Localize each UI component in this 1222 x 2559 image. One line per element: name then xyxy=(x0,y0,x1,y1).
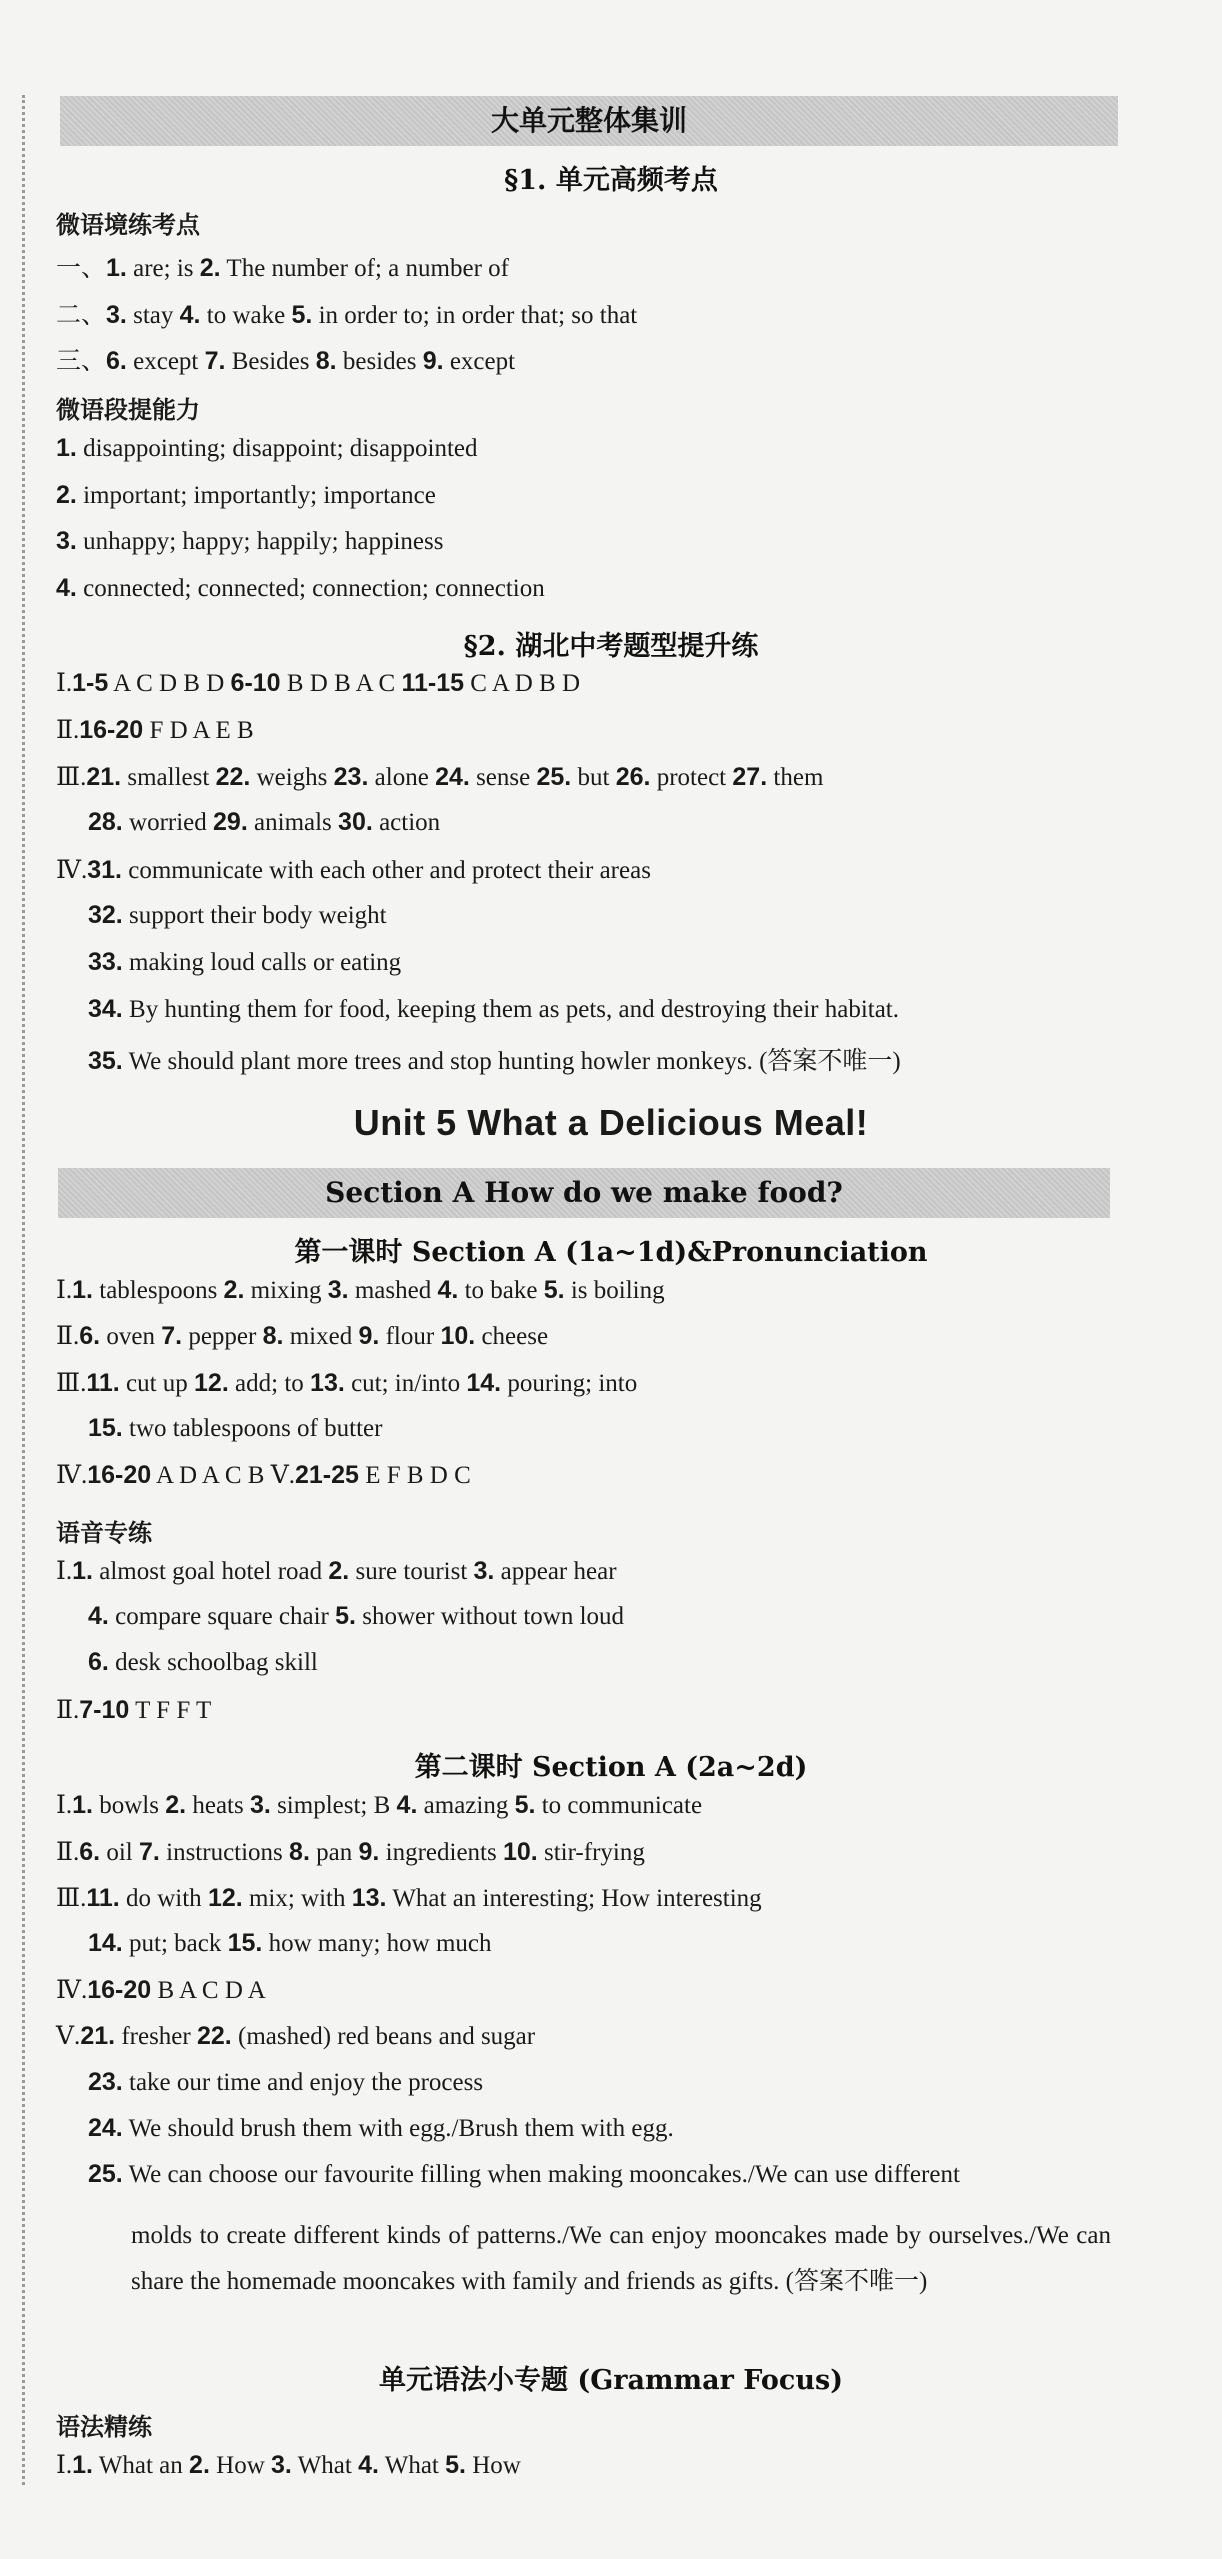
answer-line xyxy=(88,1041,901,1077)
answer-text: Ⅱ. xyxy=(56,1697,80,1724)
answer-text: Ⅴ. xyxy=(270,1462,295,1489)
answer-text: Ⅰ. xyxy=(56,1277,73,1304)
item-number: 2. xyxy=(223,1276,245,1304)
answer-text: support their body weight xyxy=(122,902,387,929)
answer-text: (mashed) red beans and sugar xyxy=(231,2023,536,2050)
item-number: 16-20 xyxy=(79,716,144,744)
answer-text: By hunting them for food, keeping them as pets, and destroying their habitat. xyxy=(122,996,899,1023)
item-number: 3. xyxy=(106,301,127,329)
answer-line xyxy=(56,248,509,284)
answer-text: bowls xyxy=(93,1792,166,1819)
item-number: 27. xyxy=(732,763,768,791)
item-number: 4. xyxy=(358,2451,379,2479)
item-number: 12. xyxy=(194,1369,229,1397)
answer-text: What xyxy=(291,2452,359,2479)
item-number: 5. xyxy=(291,301,313,329)
section-banner: 大单元整体集训 xyxy=(60,96,1118,146)
item-number: 21. xyxy=(80,2022,116,2050)
answer-text: How xyxy=(209,2452,272,2479)
answer-text: how many; how much xyxy=(262,1930,492,1957)
answer-text: unhappy; happy; happily; happiness xyxy=(76,528,444,555)
answer-text: add; to xyxy=(228,1370,311,1397)
answer-text: disappointing; disappoint; disappointed xyxy=(76,435,478,462)
item-number: 8. xyxy=(289,1838,310,1866)
answer-text: them xyxy=(767,764,824,791)
item-number: 23. xyxy=(88,2068,123,2096)
answer-text: smallest xyxy=(121,764,216,791)
answer-line xyxy=(88,2068,483,2097)
item-number: 1. xyxy=(72,1557,93,1585)
answer-line xyxy=(56,1556,617,1586)
answer-text: 三、 xyxy=(56,348,107,375)
item-number: 14. xyxy=(88,1929,123,1957)
item-number: 34. xyxy=(88,995,123,1023)
answer-line xyxy=(88,1929,492,1958)
item-number: 6-10 xyxy=(230,669,281,697)
answer-line xyxy=(56,1790,702,1820)
answer-text: Ⅰ. xyxy=(56,2452,73,2479)
item-number: 2. xyxy=(165,1791,187,1819)
answer-line xyxy=(56,2450,521,2480)
page-edge-dotted-line xyxy=(22,95,25,2485)
item-number: 23. xyxy=(333,763,369,791)
answer-text: to bake xyxy=(458,1277,544,1304)
answer-line xyxy=(56,1460,471,1490)
item-number: 16-20 xyxy=(87,1976,152,2004)
answer-text: A C D B D xyxy=(108,670,231,697)
item-number: 10. xyxy=(440,1322,476,1350)
answer-line xyxy=(56,1975,266,2005)
answer-text: pouring; into xyxy=(501,1370,638,1397)
item-number: 2. xyxy=(199,254,221,282)
answer-text: stir-frying xyxy=(537,1839,645,1866)
answer-text: Ⅳ. xyxy=(56,1462,88,1489)
answer-text: except xyxy=(126,348,205,375)
answer-line xyxy=(56,1883,762,1913)
answer-line xyxy=(88,948,401,977)
item-number: 15. xyxy=(227,1929,263,1957)
answer-text: compare square chair xyxy=(108,1603,336,1630)
section-heading: §1. 单元高频考点 xyxy=(504,165,718,196)
item-number: 11. xyxy=(86,1884,120,1912)
answer-line xyxy=(56,1321,548,1351)
answer-text: ingredients xyxy=(379,1839,503,1866)
answer-text: making loud calls or eating xyxy=(122,949,402,976)
answer-line xyxy=(88,1648,318,1677)
item-number: 7. xyxy=(161,1322,183,1350)
answer-text: sense xyxy=(469,764,537,791)
answer-text: important; importantly; importance xyxy=(76,482,436,509)
item-number: 32. xyxy=(88,901,123,929)
item-number: 21. xyxy=(86,763,122,791)
answer-text: shower without town loud xyxy=(356,1603,625,1630)
subheading: 微语段提能力 xyxy=(56,396,200,424)
answer-text: Ⅳ. xyxy=(56,1977,88,2004)
item-number: 4. xyxy=(396,1791,418,1819)
item-number: 13. xyxy=(310,1369,345,1397)
section-banner: Section A How do we make food? xyxy=(58,1168,1110,1218)
answer-text: Ⅰ. xyxy=(56,670,73,697)
item-number: 11. xyxy=(86,1369,120,1397)
item-number: 28. xyxy=(88,808,123,836)
answer-text: appear hear xyxy=(494,1558,617,1585)
answer-text: worried xyxy=(122,809,214,836)
answer-line xyxy=(56,295,637,331)
unit-title: Unit 5 What a Delicious Meal! xyxy=(353,1102,869,1143)
answer-text: instructions xyxy=(159,1839,290,1866)
answer-line xyxy=(56,855,651,885)
answer-text: do with xyxy=(119,1885,208,1912)
item-number: 25. xyxy=(536,763,572,791)
item-number: 14. xyxy=(466,1369,502,1397)
item-number: 3. xyxy=(473,1557,495,1585)
answer-text: T F F T xyxy=(129,1697,212,1724)
item-number: 33. xyxy=(88,948,123,976)
item-number: 2. xyxy=(328,1557,350,1585)
answer-text: We should brush them with egg./Brush them with egg. xyxy=(122,2115,674,2142)
answer-text: almost goal hotel road xyxy=(93,1558,329,1585)
item-number: 1. xyxy=(72,2451,93,2479)
answer-text: Ⅰ. xyxy=(56,1792,73,1819)
answer-line xyxy=(56,481,436,510)
answer-text: E F B D C xyxy=(358,1462,471,1489)
item-number: 5. xyxy=(543,1276,565,1304)
item-number: 15. xyxy=(88,1414,123,1442)
answer-text: pan xyxy=(309,1839,359,1866)
item-number: 7-10 xyxy=(79,1696,130,1724)
answer-text: 二、 xyxy=(56,302,107,329)
item-number: 4. xyxy=(179,301,201,329)
item-number: 4. xyxy=(88,1602,109,1630)
lesson-heading: 第一课时 Section A (1a~1d)&Pronunciation xyxy=(294,1237,928,1268)
answer-text: We can choose our favourite filling when making mooncakes./We can use different xyxy=(122,2161,960,2188)
answer-text: C A D B D xyxy=(464,670,581,697)
answer-text: Ⅲ. xyxy=(56,1370,87,1397)
answer-text: What xyxy=(378,2452,446,2479)
answer-text: two tablespoons of butter xyxy=(122,1415,383,1442)
item-number: 35. xyxy=(88,1047,123,1075)
item-number: 6. xyxy=(79,1838,101,1866)
answer-text: What an xyxy=(93,2452,190,2479)
answer-text: cut; in/into xyxy=(344,1370,467,1397)
answer-text: mixed xyxy=(283,1323,359,1350)
answer-line xyxy=(88,901,387,930)
item-number: 9. xyxy=(358,1838,380,1866)
item-number: 2. xyxy=(189,2451,210,2479)
answer-text: alone xyxy=(368,764,436,791)
answer-line xyxy=(88,1602,624,1631)
answer-text: 一、 xyxy=(56,255,107,282)
answer-text: put; back xyxy=(122,1930,228,1957)
answer-text: take our time and enjoy the process xyxy=(122,2069,484,2096)
item-number: 1. xyxy=(72,1791,93,1819)
item-number: 22. xyxy=(196,2022,232,2050)
answer-line xyxy=(56,574,545,603)
item-number: 5. xyxy=(514,1791,536,1819)
answer-text: oil xyxy=(100,1839,140,1866)
answer-text: B A C D A xyxy=(151,1977,266,2004)
answer-line xyxy=(56,668,580,698)
answer-text: besides xyxy=(336,348,423,375)
subheading: 语法精练 xyxy=(56,2413,152,2441)
section-heading: §2. 湖北中考题型提升练 xyxy=(463,631,759,662)
answer-text: A D A C B xyxy=(151,1462,271,1489)
item-number: 9. xyxy=(358,1322,380,1350)
subheading: 微语境练考点 xyxy=(56,211,200,239)
answer-text: to communicate xyxy=(535,1792,703,1819)
answer-text: stay xyxy=(126,302,180,329)
item-number: 8. xyxy=(262,1322,284,1350)
answer-text: mashed xyxy=(348,1277,438,1304)
item-number: 11-15 xyxy=(401,669,465,697)
item-number: 5. xyxy=(335,1602,356,1630)
answer-text: Ⅱ. xyxy=(56,1323,80,1350)
answer-text: B D B A C xyxy=(280,670,402,697)
item-number: 8. xyxy=(315,347,337,375)
answer-text: The number of; a number of xyxy=(220,255,509,282)
answer-text: tablespoons xyxy=(93,1277,224,1304)
answer-text: cheese xyxy=(475,1323,549,1350)
answer-text: except xyxy=(443,348,516,375)
answer-line xyxy=(56,715,254,745)
item-number: 6. xyxy=(88,1648,109,1676)
answer-text: Ⅲ. xyxy=(56,1885,87,1912)
answer-text: communicate with each other and protect their areas xyxy=(122,857,651,884)
answer-line xyxy=(56,1837,645,1867)
answer-text: F D A E B xyxy=(143,717,254,744)
answer-text: Ⅴ. xyxy=(56,2023,81,2050)
answer-text: Ⅲ. xyxy=(56,764,87,791)
answer-text: Ⅰ. xyxy=(56,1558,73,1585)
answer-text: Besides xyxy=(225,348,316,375)
answer-line xyxy=(56,2021,535,2051)
answer-text: to wake xyxy=(200,302,292,329)
grammar-heading: 单元语法小专题 (Grammar Focus) xyxy=(379,2365,843,2396)
answer-text: Ⅱ. xyxy=(56,1839,80,1866)
item-number: 10. xyxy=(502,1838,538,1866)
answer-text: are; is xyxy=(126,255,200,282)
item-number: 3. xyxy=(56,527,77,555)
answer-line xyxy=(56,1275,665,1305)
answer-text: but xyxy=(571,764,616,791)
answer-line xyxy=(56,527,443,556)
answer-text: mix; with xyxy=(242,1885,352,1912)
answer-text: action xyxy=(372,809,441,836)
item-number: 7. xyxy=(139,1838,160,1866)
item-number: 6. xyxy=(79,1322,101,1350)
answer-text: connected; connected; connection; connection xyxy=(76,575,545,602)
item-number: 9. xyxy=(422,347,444,375)
answer-text: in order to; in order that; so that xyxy=(312,302,638,329)
answer-line xyxy=(56,762,823,792)
item-number: 21-25 xyxy=(295,1461,359,1489)
item-number: 22. xyxy=(215,763,251,791)
item-number: 29. xyxy=(213,808,248,836)
item-number: 1. xyxy=(106,254,127,282)
subheading: 语音专练 xyxy=(56,1519,152,1547)
answer-text: cut up xyxy=(119,1370,195,1397)
item-number: 24. xyxy=(435,763,470,791)
item-number: 30. xyxy=(338,808,373,836)
answer-text: fresher xyxy=(115,2023,197,2050)
answer-text: Ⅳ. xyxy=(56,857,88,884)
answer-text: is boiling xyxy=(564,1277,665,1304)
answer-line xyxy=(56,1368,637,1398)
answer-line xyxy=(88,2114,674,2143)
answer-line xyxy=(56,1695,211,1725)
lesson-heading: 第二课时 Section A (2a~2d) xyxy=(414,1752,808,1783)
answer-text: animals xyxy=(247,809,339,836)
item-number: 1-5 xyxy=(72,669,109,697)
item-number: 5. xyxy=(445,2451,466,2479)
answer-text: heats xyxy=(186,1792,250,1819)
answer-text: protect xyxy=(650,764,733,791)
answer-text: What an interesting; How interesting xyxy=(386,1885,762,1912)
item-number: 4. xyxy=(437,1276,459,1304)
item-number: 4. xyxy=(56,574,77,602)
answer-line xyxy=(88,995,899,1024)
answer-text: Ⅱ. xyxy=(56,717,80,744)
item-number: 13. xyxy=(351,1884,387,1912)
item-number: 1. xyxy=(72,1276,93,1304)
answer-line xyxy=(56,434,478,463)
item-number: 12. xyxy=(207,1884,243,1912)
answer-text: simplest; B xyxy=(270,1792,397,1819)
item-number: 3. xyxy=(327,1276,349,1304)
answer-text: How xyxy=(465,2452,521,2479)
item-number: 31. xyxy=(87,856,122,884)
answer-text: desk schoolbag skill xyxy=(108,1649,318,1676)
item-number: 25. xyxy=(88,2160,123,2188)
answer-line xyxy=(56,341,515,377)
answer-text: weighs xyxy=(250,764,334,791)
answer-text: oven xyxy=(100,1323,162,1350)
answer-text: sure tourist xyxy=(349,1558,474,1585)
item-number: 16-20 xyxy=(87,1461,152,1489)
answer-text: We should plant more trees and stop hunting howler monkeys. (答案不唯一) xyxy=(122,1048,901,1075)
item-number: 7. xyxy=(204,347,226,375)
answer-text: flour xyxy=(379,1323,441,1350)
answer-paragraph-continued: molds to create different kinds of patterns./We can enjoy mooncakes made by ourselves./We can share the homemade mooncakes with family and friends as gifts. (答案不唯一) xyxy=(131,2222,1111,2295)
item-number: 24. xyxy=(88,2114,123,2142)
answer-text: amazing xyxy=(417,1792,515,1819)
item-number: 6. xyxy=(106,347,127,375)
item-number: 1. xyxy=(56,434,77,462)
answer-text: pepper xyxy=(182,1323,263,1350)
item-number: 3. xyxy=(271,2451,292,2479)
item-number: 3. xyxy=(249,1791,271,1819)
item-number: 2. xyxy=(56,481,77,509)
answer-line xyxy=(88,1414,382,1443)
answer-text: mixing xyxy=(244,1277,328,1304)
answer-line xyxy=(88,808,440,837)
answer-line xyxy=(88,2160,960,2189)
item-number: 26. xyxy=(615,763,651,791)
